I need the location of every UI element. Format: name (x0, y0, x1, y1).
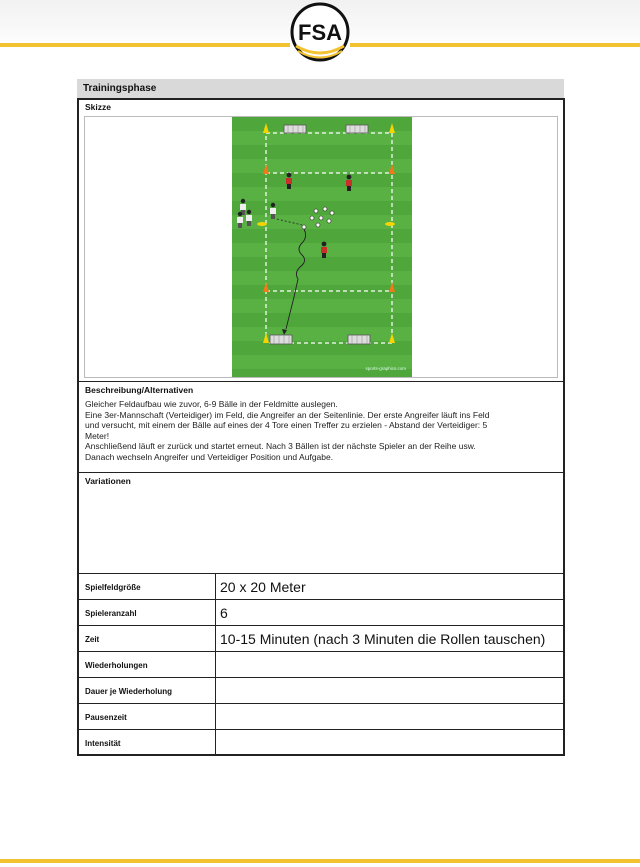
divider (79, 381, 563, 382)
goal-bottom-right (348, 335, 370, 344)
footer-accent-line (0, 859, 640, 863)
row-label: Dauer je Wiederholung (85, 687, 173, 696)
field-diagram (232, 117, 412, 377)
marker-disc (257, 222, 267, 226)
table-divider (79, 729, 563, 730)
table-divider (79, 599, 563, 600)
description-text (85, 399, 555, 463)
fsa-logo (286, 2, 354, 64)
table-divider (79, 703, 563, 704)
goal-bottom-left (270, 335, 292, 344)
table-column-divider (215, 573, 216, 754)
row-value: 10-15 Minuten (nach 3 Minuten die Rollen tauschen) (220, 631, 546, 647)
training-form (77, 98, 565, 756)
table-divider (79, 625, 563, 626)
description-line: Anschließend läuft er zurück und startet erneut. Nach 3 Bällen ist der nächste Spieler an der Reihe usw. (85, 441, 476, 452)
row-value: 20 x 20 Meter (220, 579, 306, 595)
description-line: und versucht, mit einem der Bälle auf eines der 4 Tore einen Treffer zu erzielen - Abstand der Verteidiger: 5 (85, 420, 488, 431)
description-line: Gleicher Feldaufbau wie zuvor, 6-9 Bälle in der Feldmitte auslegen. (85, 399, 338, 409)
row-label: Wiederholungen (85, 661, 148, 670)
logo-text: FSA (298, 20, 342, 45)
table-divider (79, 677, 563, 678)
row-label: Pausenzeit (85, 713, 127, 722)
row-label: Spieleranzahl (85, 609, 137, 618)
variations-label: Variationen (85, 476, 131, 486)
divider (79, 472, 563, 473)
table-divider (79, 651, 563, 652)
header-accent-line-left (0, 43, 290, 47)
row-value: 6 (220, 605, 228, 621)
marker-disc (385, 222, 395, 226)
sketch-area (84, 116, 558, 378)
goal-top-right (346, 125, 368, 133)
sketch-credit: sports-graphics.com (365, 366, 406, 371)
row-label: Intensität (85, 739, 121, 748)
row-label: Zeit (85, 635, 100, 644)
description-line: Meter! (85, 430, 110, 441)
description-line: Danach wechseln Angreifer und Verteidiger Position und Aufgabe. (85, 451, 334, 462)
description-line: Eine 3er-Mannschaft (Verteidiger) im Feld, die Angreifer an der Seitenlinie. Der erste Angreifer läuft ins Feld (85, 409, 490, 420)
table-divider (79, 573, 563, 574)
description-label: Beschreibung/Alternativen (85, 385, 194, 395)
row-label: Spielfeldgröße (85, 583, 141, 592)
sketch-label: Skizze (85, 102, 111, 112)
header-accent-line-right (350, 43, 640, 47)
section-title: Trainingsphase (77, 79, 564, 98)
goal-top-left (284, 125, 306, 133)
